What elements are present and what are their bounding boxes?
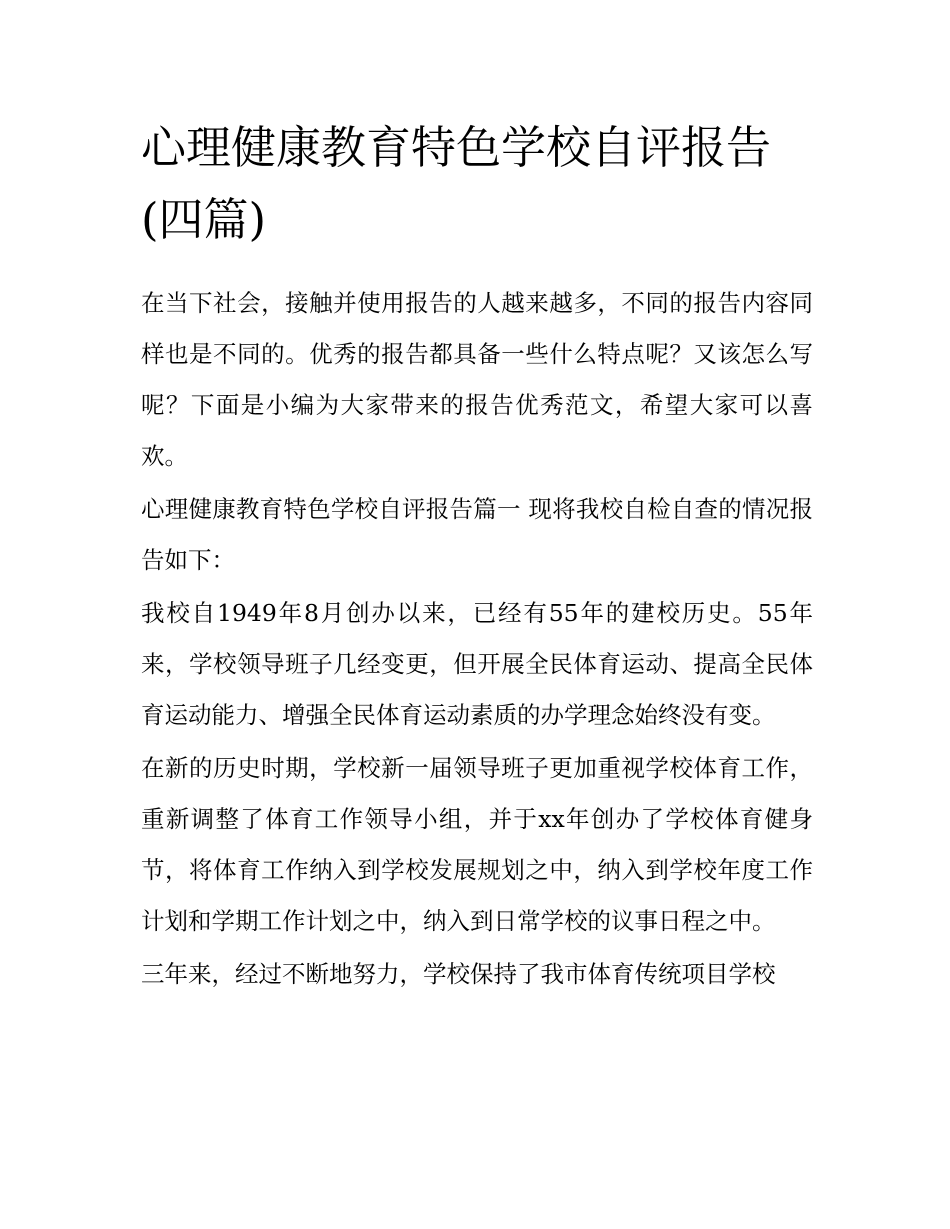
section-heading-paragraph: 心理健康教育特色学校自评报告篇一 现将我校自检自查的情况报告如下： — [141, 495, 813, 574]
history-paragraph: 我校自1949年8月创办以来，已经有55年的建校历史。55年来，学校领导班子几经变更，但开展全民体育运动、提高全民体育运动能力、增强全民体育运动素质的办学理念始终没有变。 — [141, 599, 813, 729]
document-body — [141, 112, 813, 1002]
intro-paragraph: 在当下社会，接触并使用报告的人越来越多，不同的报告内容同样也是不同的。优秀的报告都具备一些什么特点呢？又该怎么写呢？下面是小编为大家带来的报告优秀范文，希望大家可以喜欢。 — [141, 289, 813, 470]
document-title: 心理健康教育特色学校自评报告(四篇) — [141, 121, 772, 246]
achievement-paragraph: 三年来，经过不断地努力，学校保持了我市体育传统项目学校 — [141, 960, 776, 988]
new-era-paragraph: 在新的历史时期，学校新一届领导班子更加重视学校体育工作，重新调整了体育工作领导小组，并于xx年创办了学校体育健身节，将体育工作纳入到学校发展规划之中，纳入到学校年度工作计划和学期工作计划之中，纳入到日常学校的议事日程之中。 — [141, 754, 813, 935]
